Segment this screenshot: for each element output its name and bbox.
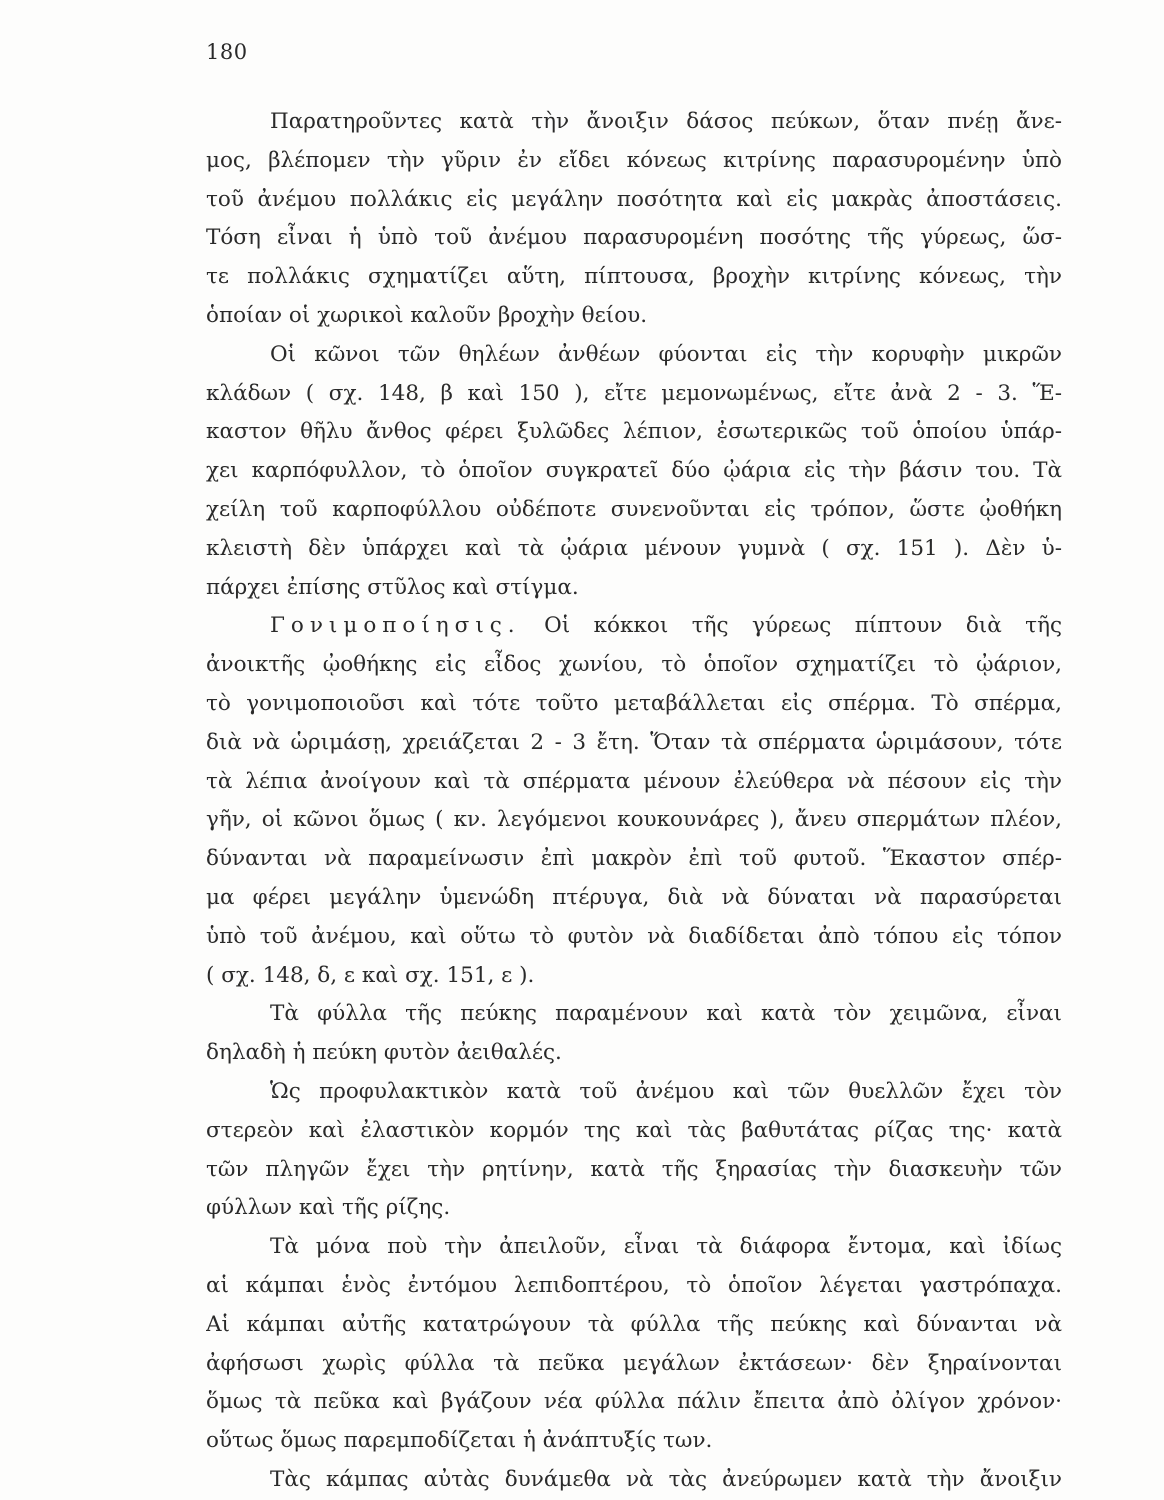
text-line: φύλλων καὶ τῆς ρίζης.: [206, 1195, 451, 1221]
text-line: Τόση εἶναι ἡ ὑπὸ τοῦ ἀνέμου παρασυρομένη ποσότης τῆς γύρεως, ὥσ-: [206, 225, 1062, 251]
page-number: 180: [206, 40, 248, 64]
text-line: τὸ γονιμοποιοῦσι καὶ τότε τοῦτο μεταβάλλεται εἰς σπέρμα. Τὸ σπέρμα,: [206, 690, 1062, 716]
text-line: ( σχ. 148, δ, ε καὶ σχ. 151, ε ).: [206, 962, 535, 988]
text-line: τῶν πληγῶν ἔχει τὴν ρητίνην, κατὰ τῆς ξηρασίας τὴν διασκευὴν τῶν: [206, 1156, 1062, 1182]
text-line: χει καρπόφυλλον, τὸ ὁποῖον συγκρατεῖ δύο ᾠάρια εἰς τὴν βάσιν του. Τὰ: [206, 458, 1062, 484]
text-line: στερεὸν καὶ ἐλαστικὸν κορμόν της καὶ τὰς βαθυτάτας ρίζας της· κατὰ: [206, 1117, 1062, 1143]
text-line: κλάδων ( σχ. 148, β καὶ 150 ), εἴτε μεμονωμένως, εἴτε ἀνὰ 2 - 3. Ἕ-: [206, 380, 1062, 406]
text-line: δηλαδὴ ἡ πεύκη φυτὸν ἀειθαλές.: [206, 1040, 562, 1066]
text-line: καστον θῆλυ ἄνθος φέρει ξυλῶδες λέπιον, ἐσωτερικῶς τοῦ ὁποίου ὑπάρ-: [206, 419, 1062, 445]
text-line: Αἱ κάμπαι αὐτῆς κατατρώγουν τὰ φύλλα τῆς πεύκης καὶ δύνανται νὰ: [206, 1311, 1062, 1337]
text-line: Ὡς προφυλακτικὸν κατὰ τοῦ ἀνέμου καὶ τῶν θυελλῶν ἔχει τὸν: [270, 1078, 1062, 1104]
text-line: χείλη τοῦ καρποφύλλου οὐδέποτε συνενοῦνται εἰς τρόπον, ὥστε ᾠοθήκη: [206, 496, 1062, 522]
text-line: ἀνοικτῆς ᾠοθήκης εἰς εἶδος χωνίου, τὸ ὁποῖον σχηματίζει τὸ ᾠάριον,: [206, 652, 1062, 678]
text-line: αἱ κάμπαι ἑνὸς ἐντόμου λεπιδοπτέρου, τὸ ὁποῖον λέγεται γαστρόπαχα.: [206, 1272, 1062, 1298]
text-line: διὰ νὰ ὡριμάσῃ, χρειάζεται 2 - 3 ἔτη. Ὅταν τὰ σπέρματα ὡριμάσουν, τότε: [206, 729, 1062, 755]
text-line: γῆν, οἱ κῶνοι ὅμως ( κν. λεγόμενοι κουκουνάρες ), ἄνευ σπερμάτων πλέον,: [206, 807, 1062, 833]
text-line: Τὰ φύλλα τῆς πεύκης παραμένουν καὶ κατὰ τὸν χειμῶνα, εἶναι: [270, 1001, 1062, 1027]
text-line: κλειστὴ δὲν ὑπάρχει καὶ τὰ ᾠάρια μένουν γυμνὰ ( σχ. 151 ). Δὲν ὑ-: [206, 535, 1062, 561]
text-line: Τὰ μόνα ποὺ τὴν ἀπειλοῦν, εἶναι τὰ διάφορα ἔντομα, καὶ ἰδίως: [270, 1234, 1062, 1260]
text-line: οὕτως ὅμως παρεμποδίζεται ἡ ἀνάπτυξίς των.: [206, 1428, 713, 1454]
text-line: ὁποίαν οἱ χωρικοὶ καλοῦν βροχὴν θείου.: [206, 302, 648, 328]
text-line: ἀφήσωσι χωρὶς φύλλα τὰ πεῦκα μεγάλων ἐκτάσεων· δὲν ξηραίνονται: [206, 1350, 1062, 1376]
spaced-heading: Γονιμοποίησις.: [270, 613, 521, 639]
text-line: Τὰς κάμπας αὐτὰς δυνάμεθα νὰ τὰς ἀνεύρωμεν κατὰ τὴν ἄνοιξιν: [270, 1466, 1062, 1492]
text-line: τε πολλάκις σχηματίζει αὕτη, πίπτουσα, βροχὴν κιτρίνης κόνεως, τὴν: [206, 264, 1062, 290]
body-text: [206, 103, 1062, 1500]
text-line: ὅμως τὰ πεῦκα καὶ βγάζουν νέα φύλλα πάλιν ἔπειτα ἀπὸ ὀλίγον χρόνον·: [206, 1389, 1062, 1415]
text-line: τοῦ ἀνέμου πολλάκις εἰς μεγάλην ποσότητα καὶ εἰς μακρὰς ἀποστάσεις.: [206, 186, 1062, 212]
text-line: Γονιμοποίησις. Οἱ κόκκοι τῆς γύρεως πίπτουν διὰ τῆς: [270, 613, 1062, 639]
text-line: τὰ λέπια ἀνοίγουν καὶ τὰ σπέρματα μένουν ἐλεύθερα νὰ πέσουν εἰς τὴν: [206, 768, 1062, 794]
text-line: δύνανται νὰ παραμείνωσιν ἐπὶ μακρὸν ἐπὶ τοῦ φυτοῦ. Ἕκαστον σπέρ-: [206, 846, 1062, 872]
text-line: Οἱ κῶνοι τῶν θηλέων ἀνθέων φύονται εἰς τὴν κορυφὴν μικρῶν: [270, 341, 1062, 367]
text-line: ὑπὸ τοῦ ἀνέμου, καὶ οὕτω τὸ φυτὸν νὰ διαδίδεται ἀπὸ τόπου εἰς τόπον: [206, 923, 1062, 949]
text-line: Παρατηροῦντες κατὰ τὴν ἄνοιξιν δάσος πεύκων, ὅταν πνέῃ ἄνε-: [270, 109, 1062, 134]
text-line: μος, βλέπομεν τὴν γῦριν ἐν εἴδει κόνεως κιτρίνης παρασυρομένην ὑπὸ: [206, 147, 1062, 173]
text-line: μα φέρει μεγάλην ὑμενώδη πτέρυγα, διὰ νὰ δύναται νὰ παρασύρεται: [206, 884, 1062, 910]
text-line: πάρχει ἐπίσης στῦλος καὶ στίγμα.: [206, 574, 579, 600]
